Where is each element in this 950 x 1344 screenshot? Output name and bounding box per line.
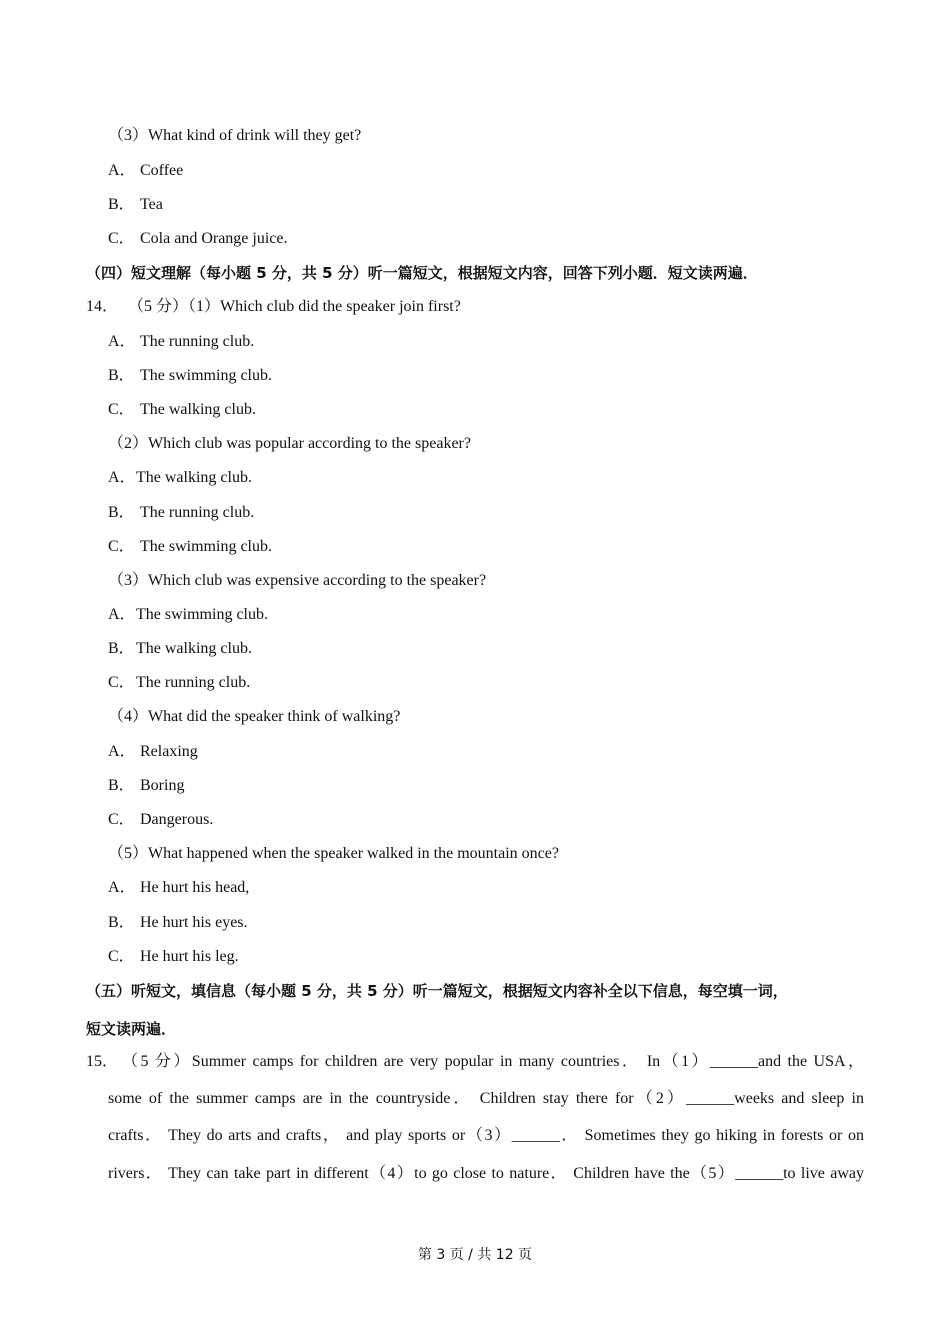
- section5-title-line2: 短文读两遍．: [86, 1020, 177, 1038]
- option-label: C．: [108, 230, 135, 247]
- q14-sub1-option-c: [108, 400, 256, 420]
- option-label: A．: [108, 743, 136, 760]
- option-label: C．: [108, 948, 135, 965]
- option-text: Tea: [140, 196, 163, 213]
- option-label: B．: [108, 640, 135, 657]
- q13-sub3-option-a: [108, 161, 183, 181]
- option-text: The swimming club.: [140, 367, 272, 384]
- option-label: C．: [108, 811, 135, 828]
- q14-sub1-option-a: [108, 332, 254, 352]
- section4-title: （四）短文理解（每小题 5 分，共 5 分）听一篇短文，根据短文内容，回答下列小题．短文读两遍．: [86, 264, 758, 282]
- q14-sub5-option-a: [108, 878, 249, 898]
- q13-sub3-option-c: [108, 229, 288, 249]
- section5-title-line1: （五）听短文，填信息（每小题 5 分，共 5 分）听一篇短文，根据短文内容补全以下信息，每空填一词，: [86, 982, 788, 1000]
- option-text: The walking club.: [140, 401, 256, 418]
- option-label: C．: [108, 674, 135, 691]
- q14-sub5-question: （5）What happened when the speaker walked in the mountain once?: [108, 845, 559, 862]
- q14-sub1-question: （1）Which club did the speaker join first?: [188, 298, 461, 315]
- option-text: The running club.: [140, 333, 255, 350]
- q14-sub5-option-c: [108, 947, 239, 967]
- q14-sub3-option-b: [108, 639, 252, 659]
- q14-sub5-option-b: [108, 913, 248, 933]
- q15-line-4: rivers． They can take part in different（4）to go close to nature． Children have the（5）______to live away: [108, 1165, 864, 1182]
- option-label: C．: [108, 401, 135, 418]
- q14-sub2-option-c: [108, 537, 272, 557]
- q14-header: [86, 297, 461, 317]
- option-label: B．: [108, 777, 135, 794]
- q14-sub4-question: （4）What did the speaker think of walking?: [108, 708, 401, 725]
- q14-sub4-option-b: [108, 776, 184, 796]
- option-text: He hurt his leg.: [140, 948, 239, 965]
- option-label: B．: [108, 196, 135, 213]
- q14-score: （5 分）: [128, 298, 189, 315]
- q14-sub2-option-a: [108, 468, 252, 488]
- q14-sub3-question: （3）Which club was expensive according to the speaker?: [108, 572, 487, 589]
- option-label: A．: [108, 162, 136, 179]
- option-label: A．: [108, 333, 136, 350]
- q15-line-1: （5 分）Summer camps for children are very popular in many countries． In（1）______and the USA，: [122, 1053, 864, 1070]
- option-text: The running club.: [136, 674, 251, 691]
- q14-sub3-option-a: [108, 605, 268, 625]
- option-label: B．: [108, 504, 135, 521]
- q14-number: 14．: [86, 298, 119, 315]
- option-text: The swimming club.: [140, 538, 272, 555]
- option-text: Boring: [140, 777, 185, 794]
- page-footer: 第 3 页 / 共 12 页: [417, 1247, 533, 1263]
- q14-sub3-option-c: [108, 673, 250, 693]
- q14-sub4-option-a: [108, 742, 198, 762]
- q13-sub3-question: （3）What kind of drink will they get?: [108, 127, 362, 144]
- option-label: A．: [108, 879, 136, 896]
- option-text: The swimming club.: [136, 606, 268, 623]
- option-text: Coffee: [140, 162, 184, 179]
- option-text: The running club.: [140, 504, 255, 521]
- q13-sub3-option-b: [108, 195, 163, 215]
- option-label: C．: [108, 538, 135, 555]
- q15-line-2: some of the summer camps are in the countryside． Children stay there for（2）______weeks and sleep in: [108, 1090, 864, 1107]
- option-text: Relaxing: [140, 743, 198, 760]
- option-text: Dangerous.: [140, 811, 214, 828]
- q14-sub1-option-b: [108, 366, 272, 386]
- option-label: B．: [108, 367, 135, 384]
- q15-number: 15．: [86, 1053, 119, 1070]
- option-label: A．: [108, 606, 136, 623]
- option-text: The walking club.: [136, 640, 252, 657]
- option-label: A．: [108, 469, 136, 486]
- q14-sub2-question: （2）Which club was popular according to the speaker?: [108, 435, 471, 452]
- option-text: He hurt his head,: [140, 879, 250, 896]
- option-text: He hurt his eyes.: [140, 914, 248, 931]
- option-text: The walking club.: [136, 469, 252, 486]
- q14-sub4-option-c: [108, 810, 213, 830]
- q14-sub2-option-b: [108, 503, 254, 523]
- option-text: Cola and Orange juice.: [140, 230, 288, 247]
- q15-line-3: crafts． They do arts and crafts， and play sports or（3）______． Sometimes they go hiking in forests or on: [108, 1127, 864, 1144]
- option-label: B．: [108, 914, 135, 931]
